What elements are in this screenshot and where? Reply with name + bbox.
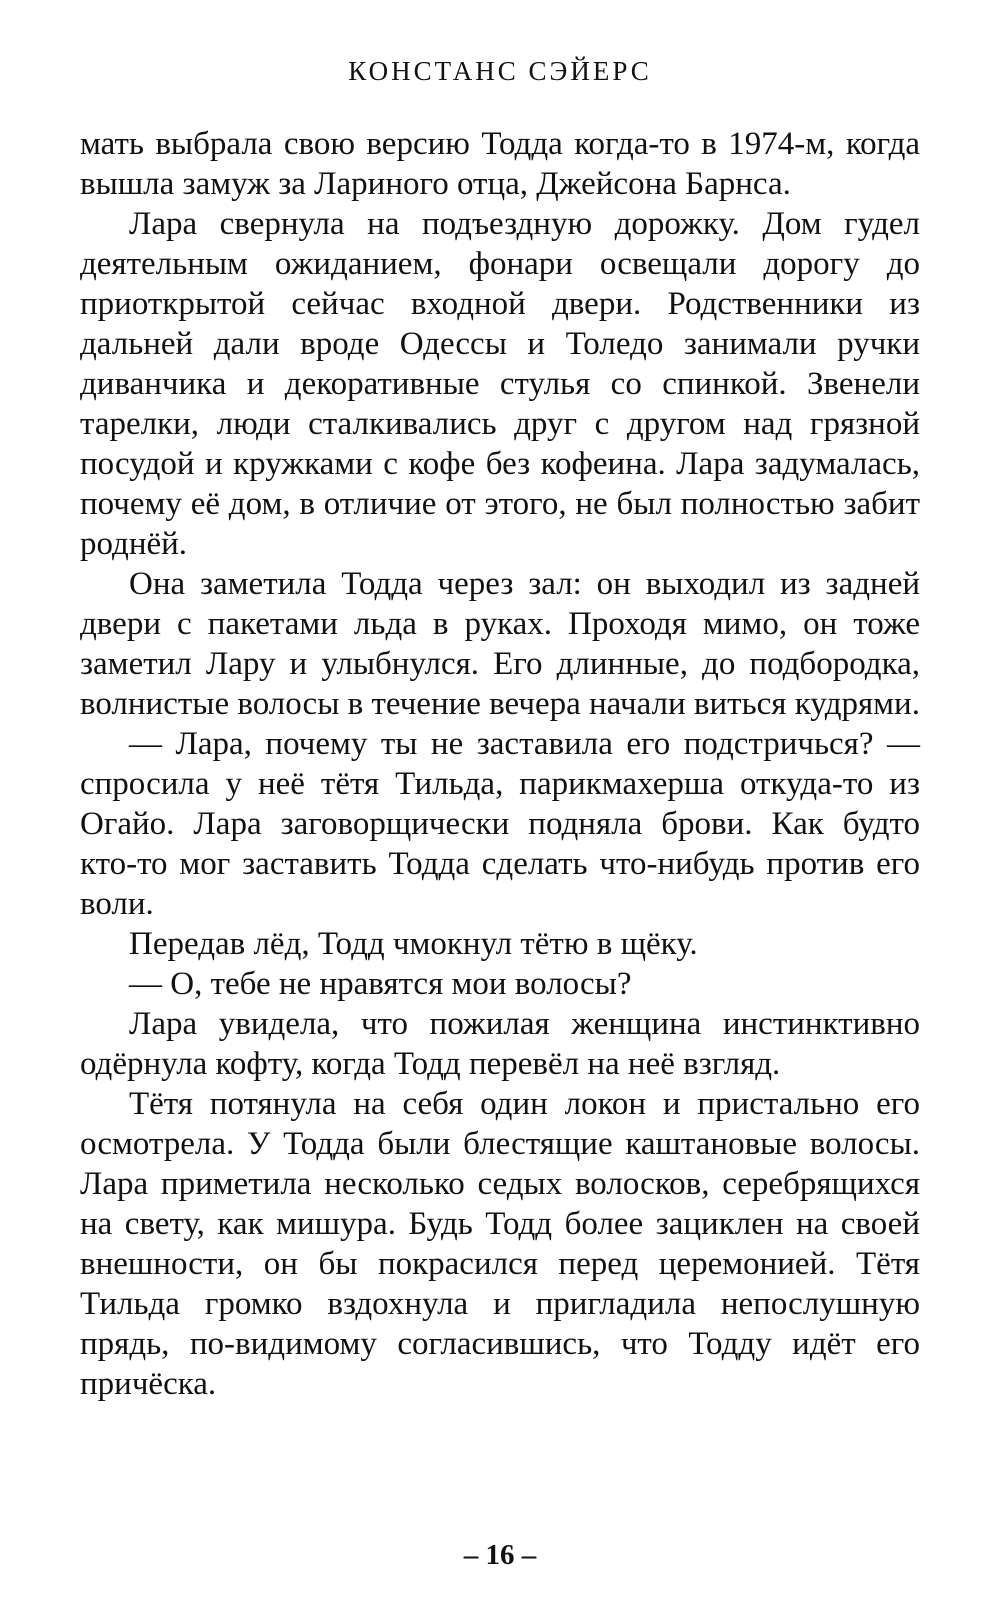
paragraph: мать выбрала свою версию Тодда когда-то в 1974-м, когда вышла замуж за Лариного отца, Джейсона Барнса. [80, 126, 920, 202]
paragraph: Лара увидела, что пожилая женщина инстинктивно одёрнула кофту, когда Тодд перевёл на неё взгляд. [80, 1006, 920, 1082]
paragraph: Она заметила Тодда через зал: он выходил из задней двери с пакетами льда в руках. Проходя мимо, он тоже заметил Лару и улыбнулся. Его длинные, до подбородка, волнистые волосы в течение вечера начали виться кудрями. [80, 566, 920, 722]
page-number: – 16 – [463, 1539, 537, 1571]
body-text [80, 124, 920, 1404]
running-head: КОНСТАНС СЭЙЕРС [348, 56, 652, 86]
paragraph: — Лара, почему ты не заставила его подстричься? — спросила у неё тётя Тильда, парикмахерша откуда-то из Огайо. Лара заговорщически подняла брови. Как будто кто-то мог заставить Тодда сделать что-нибудь против его воли. [80, 726, 920, 922]
paragraph: — О, тебе не нравятся мои волосы? [129, 966, 632, 1002]
paragraph: Передав лёд, Тодд чмокнул тётю в щёку. [129, 926, 698, 962]
paragraph: Тётя потянула на себя один локон и пристально его осмотрела. У Тодда были блестящие каштановые волосы. Лара приметила несколько седых волосков, серебрящихся на свету, как мишура. Будь Тодд более зациклен на своей внешности, он бы покрасился перед церемонией. Тётя Тильда громко вздохнула и пригладила непослушную прядь, по-видимому согласившись, что Тодду идёт его причёска. [80, 1086, 920, 1402]
paragraph: Лара свернула на подъездную дорожку. Дом гудел деятельным ожиданием, фонари освещали дорогу до приоткрытой сейчас входной двери. Родственники из дальней дали вроде Одессы и Толедо занимали ручки диванчика и декоративные стулья со спинкой. Звенели тарелки, люди сталкивались друг с другом над грязной посудой и кружками с кофе без кофеина. Лара задумалась, почему её дом, в отличие от этого, не был полностью забит роднёй. [80, 206, 920, 562]
